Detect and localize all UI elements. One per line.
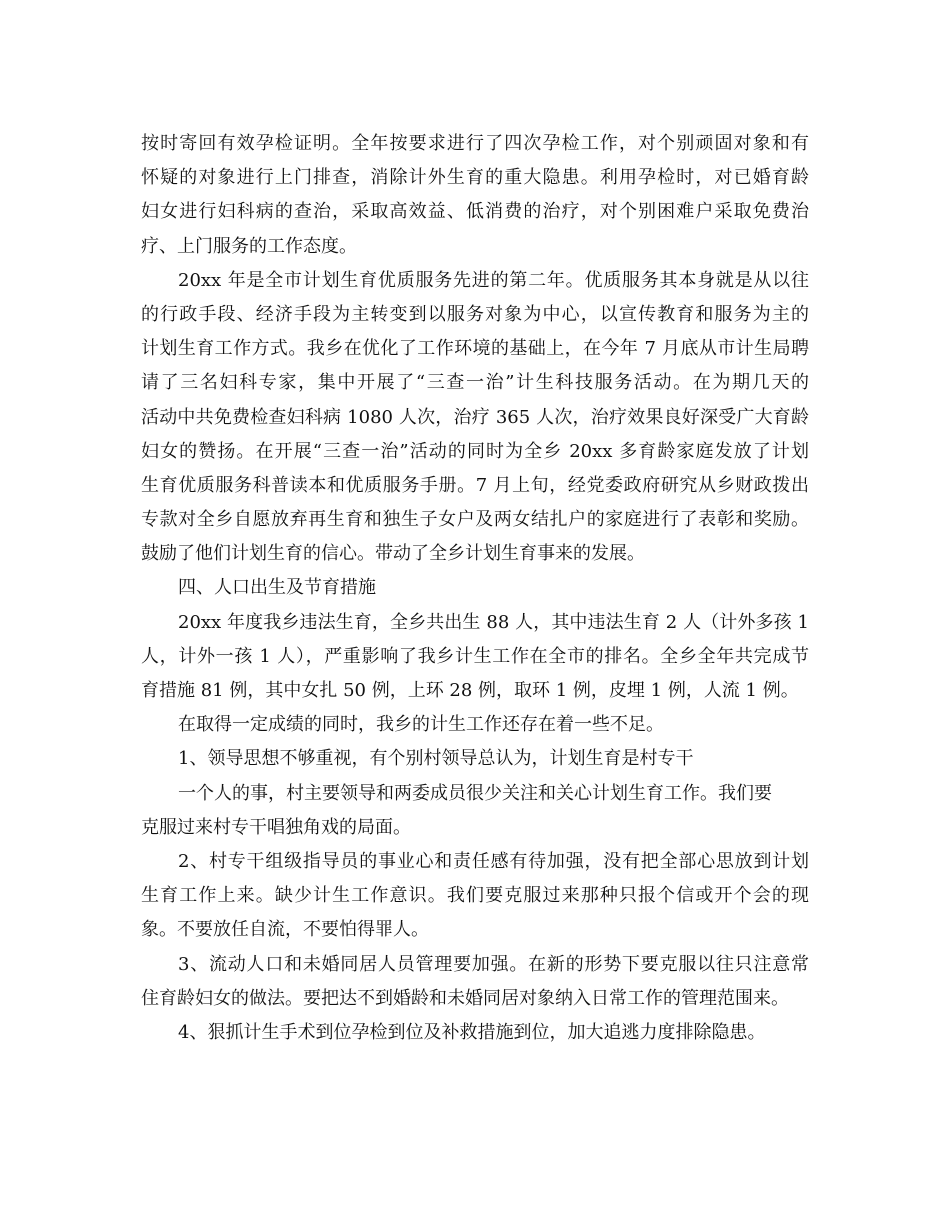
paragraph-line: 住育龄妇女的做法。要把达不到婚龄和未婚同居对象纳入日常工作的管理范围来。 [141,987,789,1009]
paragraph-line: 妇女进行妇科病的查治，采取高效益、低消费的治疗，对个别困难户采取免费治 [141,201,809,223]
list-item-line: 3、流动人口和未婚同居人员管理要加强。在新的形势下要克服以往只注意常 [178,953,809,975]
paragraph-line: 专款对全乡自愿放弃再生育和独生子女户及两女结扎户的家庭进行了表彰和奖励。 [141,509,809,531]
paragraph-line: 鼓励了他们计划生育的信心。带动了全乡计划生育事来的发展。 [141,543,645,565]
paragraph-line: 一个人的事，村主要领导和两委成员很少关注和关心计划生育工作。我们要 [178,782,772,804]
paragraph-line: 的行政手段、经济手段为主转变到以服务对象为中心，以宣传教育和服务为主的 [141,303,809,325]
paragraph-line: 按时寄回有效孕检证明。全年按要求进行了四次孕检工作，对个别顽固对象和有 [141,133,809,154]
paragraph-line: 20xx 年度我乡违法生育，全乡共出生 88 人，其中违法生育 2 人（计外多孩 1 [178,611,809,633]
paragraph-line: 怀疑的对象进行上门排查，消除计外生育的重大隐患。利用孕检时，对已婚育龄 [141,167,809,189]
section-heading: 四、人口出生及节育措施 [178,577,376,599]
paragraph-line: 生育优质服务科普读本和优质服务手册。7 月上旬，经党委政府研究从乡财政拨出 [141,474,809,496]
list-item-line: 1、领导思想不够重视，有个别村领导总认为，计划生育是村专干 [178,748,694,770]
document-body [141,127,809,1050]
paragraph-line: 20xx 年是全市计划生育优质服务先进的第二年。优质服务其本身就是从以往 [178,269,809,291]
paragraph-line: 活动中共免费检查妇科病 1080 人次，治疗 365 人次，治疗效果良好深受广大育龄 [141,406,809,428]
paragraph-line: 计划生育工作方式。我乡在优化了工作环境的基础上，在今年 7 月底从市计生局聘 [141,338,809,360]
paragraph-line: 生育工作上来。缺少计生工作意识。我们要克服过来那种只报个信或开个会的现 [141,885,809,907]
paragraph-line: 克服过来村专干唱独角戏的局面。 [141,816,411,838]
paragraph-line: 请了三名妇科专家，集中开展了“三查一治”计生科技服务活动。在为期几天的 [141,372,809,394]
paragraph-line: 疗、上门服务的工作态度。 [141,235,357,257]
list-item-line: 2、村专干组级指导员的事业心和责任感有待加强，没有把全部心思放到计划 [178,850,809,872]
paragraph-line: 妇女的赞扬。在开展“三查一治”活动的同时为全乡 20xx 多育龄家庭发放了计划 [141,440,809,462]
paragraph-line: 在取得一定成绩的同时，我乡的计生工作还存在着一些不足。 [178,714,664,736]
list-item-line: 4、狠抓计生手术到位孕检到位及补救措施到位，加大追逃力度排除隐患。 [178,1021,766,1043]
paragraph-line: 育措施 81 例，其中女扎 50 例，上环 28 例，取环 1 例，皮埋 1 例，人流 1 例。 [141,680,799,701]
paragraph-line: 人，计外一孩 1 人），严重影响了我乡计生工作在全市的排名。全乡全年共完成节 [141,645,809,667]
paragraph-line: 象。不要放任自流，不要怕得罪人。 [141,919,429,941]
